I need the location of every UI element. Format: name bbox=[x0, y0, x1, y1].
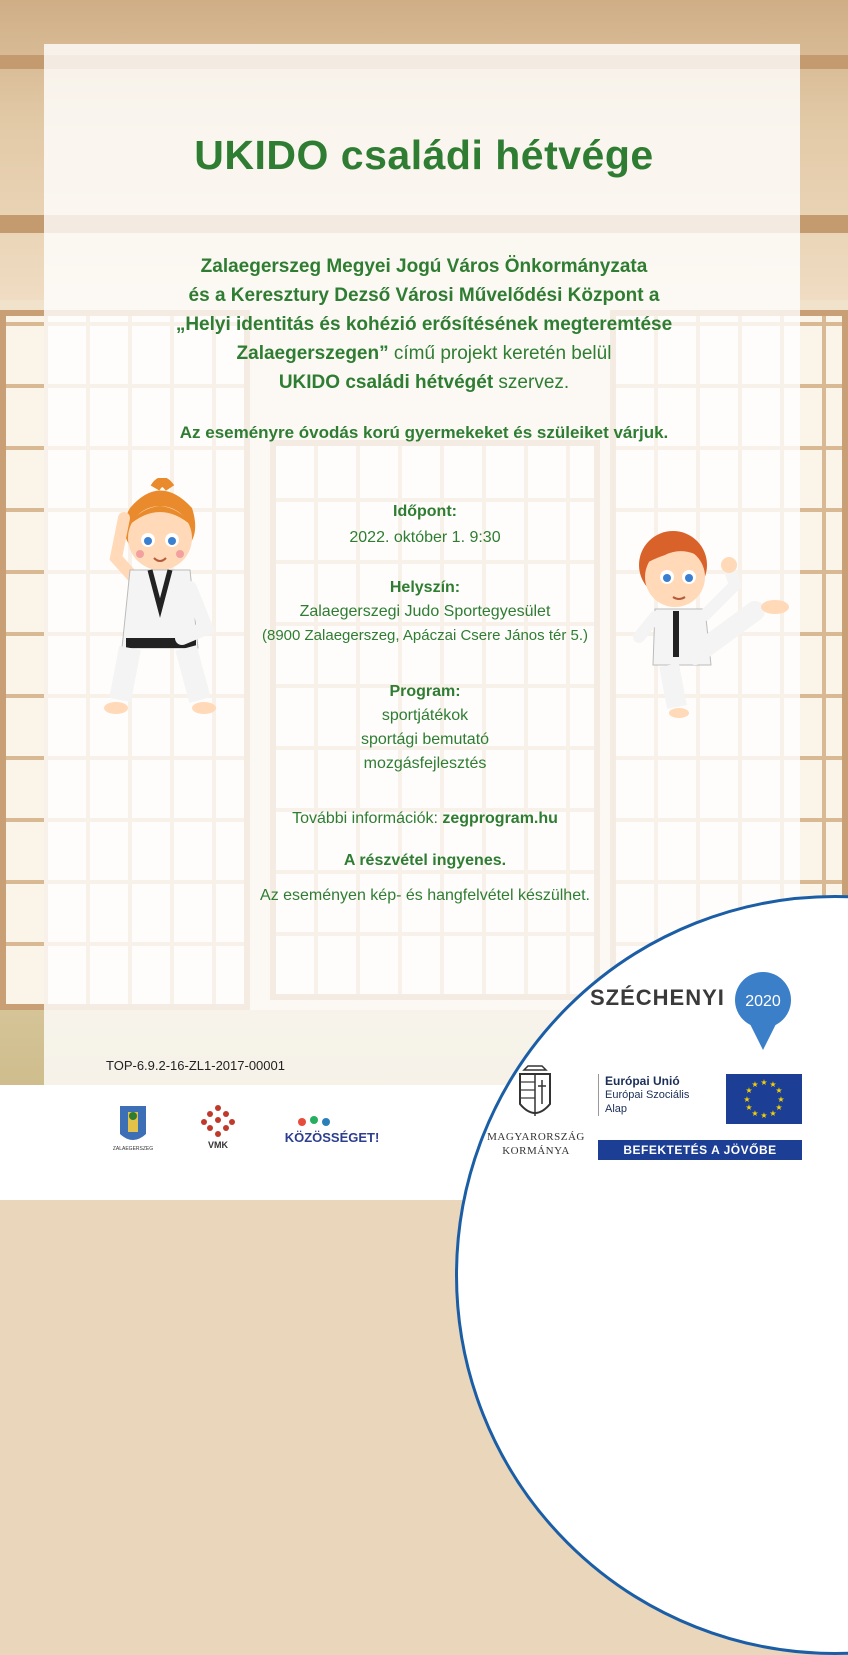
community-logo-icon bbox=[280, 1112, 390, 1152]
government-line1: MAGYARORSZÁG bbox=[487, 1131, 585, 1143]
intro-line: Zalaegerszeg Megyei Jogú Város Önkormányzata bbox=[200, 256, 648, 277]
project-code: TOP-6.9.2-16-ZL1-2017-00001 bbox=[106, 1058, 285, 1073]
venue-label: Helyszín: bbox=[389, 579, 461, 596]
eu-flag-icon bbox=[726, 1074, 802, 1124]
eu-fund-line: Európai Szociális bbox=[605, 1089, 690, 1101]
program-item: sportági bemutató bbox=[360, 731, 490, 748]
government-line2: KORMÁNYA bbox=[502, 1145, 570, 1157]
eu-slogan-banner: BEFEKTETÉS A JÖVŐBE bbox=[598, 1140, 802, 1160]
more-info bbox=[200, 807, 650, 831]
vmk-logo-text: VMK bbox=[208, 1140, 228, 1150]
time-label: Időpont: bbox=[393, 503, 457, 520]
program-item: mozgásfejlesztés bbox=[363, 755, 487, 772]
eu-fund-text bbox=[598, 1074, 689, 1116]
intro-line: és a Keresztury Dezső Városi Művelődési Központ a bbox=[188, 285, 660, 306]
eu-fund-line: Alap bbox=[605, 1103, 628, 1115]
venue-address: (8900 Zalaegerszeg, Apáczai Csere János tér 5.) bbox=[261, 627, 588, 644]
venue-section bbox=[200, 576, 650, 648]
intro-bold: UKIDO családi hétvégét bbox=[278, 372, 494, 393]
invitation-text: Az eseményre óvodás korú gyermekeket és szüleiket várjuk. bbox=[179, 423, 669, 442]
community-logo-text: KÖZÖSSÉGET! bbox=[284, 1130, 380, 1145]
intro-line bbox=[0, 368, 848, 397]
svg-text:★: ★ bbox=[775, 1086, 783, 1095]
more-info-label: További információk: bbox=[292, 810, 443, 827]
government-name bbox=[476, 1130, 596, 1158]
intro-bold: Zalaegerszegen” bbox=[236, 343, 389, 364]
svg-text:★: ★ bbox=[777, 1095, 785, 1104]
svg-text:★: ★ bbox=[769, 1080, 777, 1089]
karate-girl-illustration bbox=[100, 478, 220, 718]
intro-line bbox=[0, 339, 848, 368]
szechenyi-pin-icon bbox=[733, 972, 793, 1052]
venue-name: Zalaegerszegi Judo Sportegyesület bbox=[299, 603, 551, 620]
svg-text:★: ★ bbox=[751, 1080, 759, 1089]
time-section bbox=[200, 500, 650, 550]
svg-text:★: ★ bbox=[745, 1086, 753, 1095]
free-text: A részvétel ingyenes. bbox=[343, 852, 507, 869]
svg-text:★: ★ bbox=[760, 1111, 768, 1120]
szechenyi-year: 2020 bbox=[745, 993, 781, 1010]
svg-text:★: ★ bbox=[751, 1109, 759, 1118]
intro-line: „Helyi identitás és kohézió erősítésének megteremtése bbox=[175, 314, 673, 335]
free-notice bbox=[200, 849, 650, 873]
svg-text:★: ★ bbox=[745, 1103, 753, 1112]
eu-title: Európai Unió bbox=[605, 1074, 680, 1088]
program-item: sportjátékok bbox=[381, 707, 469, 724]
recording-notice: Az eseményen kép- és hangfelvétel készülhet. bbox=[260, 887, 590, 904]
program-label: Program: bbox=[389, 683, 461, 700]
intro-normal: szervez. bbox=[493, 372, 570, 393]
website-link[interactable]: zegprogram.hu bbox=[442, 810, 558, 827]
time-value: 2022. október 1. 9:30 bbox=[349, 529, 501, 546]
program-section bbox=[200, 680, 650, 776]
svg-text:★: ★ bbox=[743, 1095, 751, 1104]
page-title: UKIDO családi hétvége bbox=[194, 132, 654, 178]
zalaegerszeg-coat-of-arms-icon bbox=[110, 1102, 156, 1152]
zalaegerszeg-logo-text: ZALAEGERSZEG bbox=[112, 1146, 154, 1152]
intro-paragraph bbox=[0, 252, 848, 397]
svg-text:★: ★ bbox=[775, 1103, 783, 1112]
hungarian-coat-of-arms-icon bbox=[512, 1064, 558, 1126]
karate-boy-illustration bbox=[625, 525, 795, 720]
svg-text:★: ★ bbox=[769, 1109, 777, 1118]
svg-text:★: ★ bbox=[760, 1078, 768, 1087]
vmk-logo-icon bbox=[196, 1102, 240, 1152]
intro-normal: című projekt keretén belül bbox=[388, 343, 612, 364]
szechenyi-logo-text: SZÉCHENYI bbox=[590, 985, 725, 1010]
